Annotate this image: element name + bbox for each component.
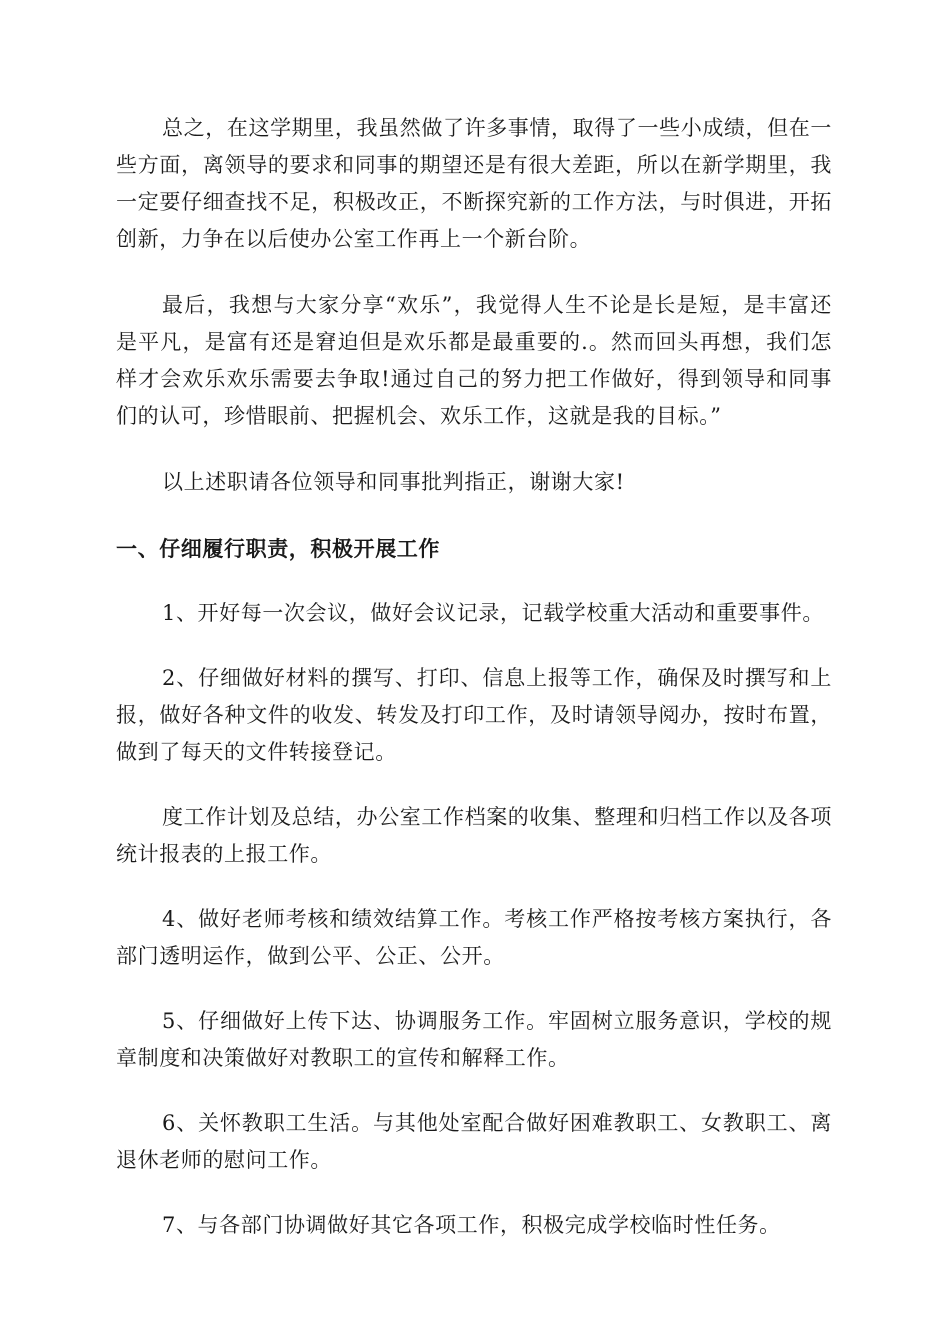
list-item: 7、与各部门协调做好其它各项工作，积极完成学校临时性任务。 <box>162 1213 781 1237</box>
section-heading: 一、仔细履行职责，积极开展工作 <box>116 536 440 561</box>
paragraph-summary: 总之，在这学期里，我虽然做了许多事情，取得了一些小成绩，但在一些方面，离领导的要求和同事的期望还是有很大差距，所以在新学期里，我一定要仔细查找不足，积极改正，不断探究新的工作方法，与时俱进，开拓创新，力争在以后使办公室工作再上一个新台阶。 <box>116 116 832 251</box>
list-item: 度工作计划及总结，办公室工作档案的收集、整理和归档工作以及各项统计报表的上报工作。 <box>116 805 832 866</box>
paragraph-closing: 最后，我想与大家分享“欢乐”，我觉得人生不论是长是短，是丰富还是平凡，是富有还是窘迫但是欢乐都是最重要的.。然而回头再想，我们怎样才会欢乐欢乐需要去争取!通过自己的努力把工作做好，得到领导和同事们的认可，珍惜眼前、把握机会、欢乐工作，这就是我的目标。” <box>116 293 832 428</box>
paragraph-thanks: 以上述职请各位领导和同事批判指正，谢谢大家! <box>162 470 625 494</box>
list-item: 6、关怀教职工生活。与其他处室配合做好困难教职工、女教职工、离退休老师的慰问工作。 <box>116 1111 832 1172</box>
list-item: 4、做好老师考核和绩效结算工作。考核工作严格按考核方案执行，各部门透明运作，做到公平、公正、公开。 <box>116 907 832 968</box>
list-item: 2、仔细做好材料的撰写、打印、信息上报等工作，确保及时撰写和上报，做好各种文件的收发、转发及打印工作，及时请领导阅办，按时布置，做到了每天的文件转接登记。 <box>116 666 832 764</box>
list-item: 1、开好每一次会议，做好会议记录，记载学校重大活动和重要事件。 <box>162 601 824 625</box>
document-page <box>116 110 832 1244</box>
list-item: 5、仔细做好上传下达、协调服务工作。牢固树立服务意识，学校的规章制度和决策做好对教职工的宣传和解释工作。 <box>116 1009 832 1070</box>
